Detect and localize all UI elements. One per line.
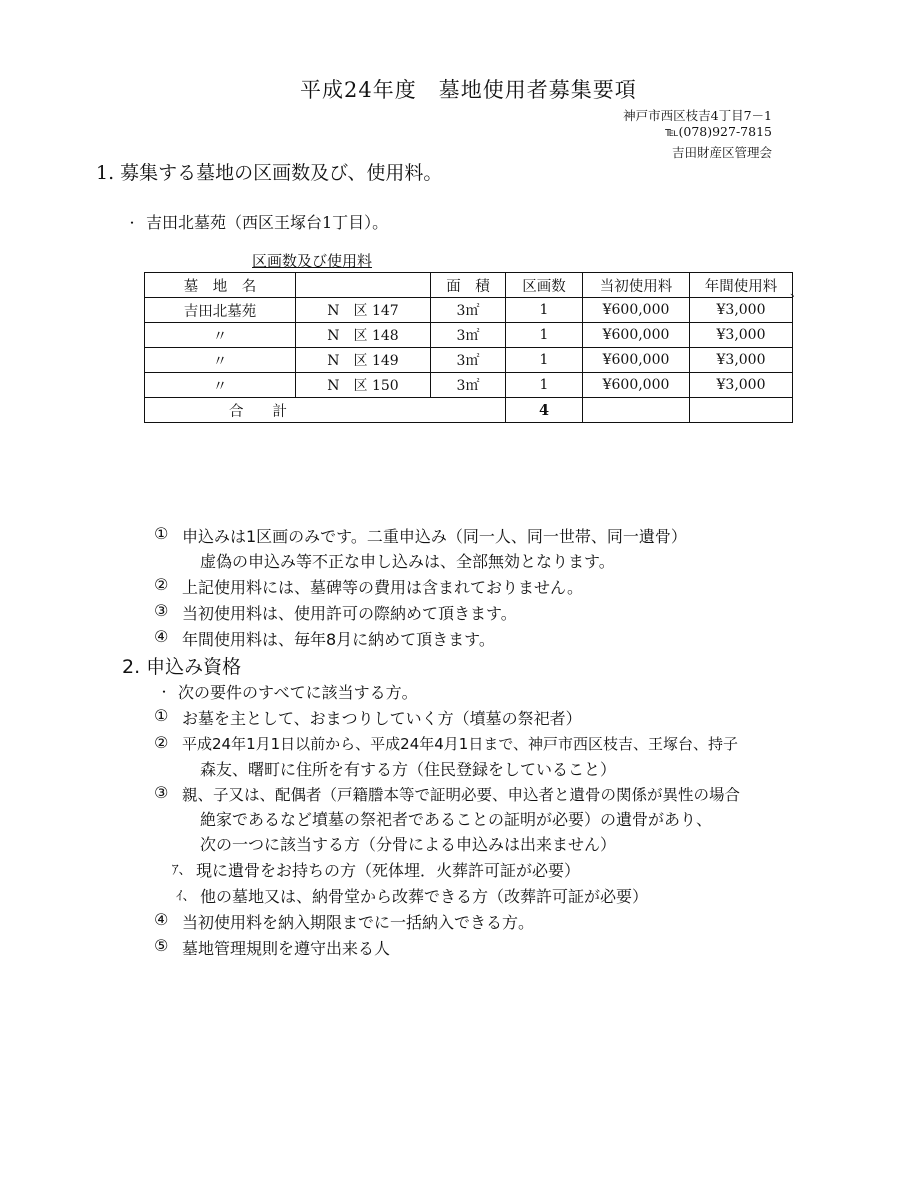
item-marker: ｱ、 [172, 863, 192, 878]
item-text: 平成24年1月1日以前から、平成24年4月1日まで、神戸市西区枝吉、王塚台、持子 [182, 735, 739, 753]
table-row [145, 373, 793, 398]
item-marker: ｲ、 [176, 889, 196, 904]
table-total-row [145, 398, 793, 423]
item-marker: ③ [154, 783, 169, 802]
cell-initial-fee: ¥600,000 [583, 323, 690, 348]
empty-cell [690, 398, 793, 423]
bullet-dot: ・ [126, 216, 139, 230]
cell-area: 3㎡ [431, 373, 506, 398]
cell-plot: N 区 147 [296, 298, 431, 323]
cell-count: 1 [506, 298, 583, 323]
cell-area: 3㎡ [431, 298, 506, 323]
item-text: 次の一つに該当する方（分骨による申込みは出来ません） [200, 835, 617, 854]
item-text: 親、子又は、配偶者（戸籍謄本等で証明必要、申込者と遺骨の関係が異性の場合 [182, 786, 741, 804]
total-label: 合 計 [145, 398, 506, 423]
table-row [145, 323, 793, 348]
section2-bullet: 次の要件のすべてに該当する方。 [178, 683, 418, 702]
cell-count: 1 [506, 323, 583, 348]
total-value: 4 [506, 398, 583, 423]
note-marker: ④ [154, 627, 169, 646]
header-cell: 区画数 [506, 273, 583, 298]
item-text: 現に遺骨をお持ちの方（死体埋．火葬許可証が必要） [196, 861, 581, 880]
cell-area: 3㎡ [431, 348, 506, 373]
cell-area: 3㎡ [431, 323, 506, 348]
item-text: 森友、曙町に住所を有する方（住民登録をしていること） [200, 760, 617, 779]
item-text: 墓地管理規則を遵守出来る人 [182, 939, 391, 958]
table-row [145, 298, 793, 323]
cell-cemetery: 〃 [145, 373, 296, 398]
section2-heading: 2. 申込み資格 [122, 656, 242, 678]
cell-cemetery: 〃 [145, 348, 296, 373]
cell-initial-fee: ¥600,000 [583, 373, 690, 398]
cell-plot: N 区 150 [296, 373, 431, 398]
trailing-mark: 、 [790, 285, 804, 300]
table-row [145, 348, 793, 373]
note-text: 年間使用料は、毎年8月に納めて頂きます。 [182, 630, 495, 649]
cell-annual-fee: ¥3,000 [690, 298, 793, 323]
item-text: 絶家であるなど墳墓の祭祀者であることの証明が必要）の遺骨があり、 [200, 810, 713, 829]
note-text: 上記使用料には、墓碑等の費用は含まれておりません。 [182, 578, 583, 597]
header-cell: 年間使用料 [690, 273, 793, 298]
empty-cell [583, 398, 690, 423]
section1-bullet: 吉田北墓苑（西区王塚台1丁目）。 [146, 213, 389, 232]
cell-plot: N 区 148 [296, 323, 431, 348]
cell-count: 1 [506, 348, 583, 373]
item-text: 他の墓地又は、納骨堂から改葬できる方（改葬許可証が必要） [200, 887, 649, 906]
header-cell: 墓 地 名 [145, 273, 296, 298]
page-title: 平成24年度 墓地使用者募集要項 [300, 78, 637, 102]
phone-number: ℡(078)927-7815 [665, 124, 772, 139]
organization-name: 吉田財産区管理会 [671, 145, 772, 160]
address: 神戸市西区枝吉4丁目7－1 [623, 108, 772, 123]
note-text: 当初使用料は、使用許可の際納めて頂きます。 [182, 604, 517, 623]
cell-annual-fee: ¥3,000 [690, 323, 793, 348]
item-marker: ④ [154, 910, 169, 929]
bullet-dot: ・ [158, 685, 171, 699]
item-marker: ⑤ [154, 936, 169, 955]
cell-annual-fee: ¥3,000 [690, 373, 793, 398]
fee-table [144, 272, 793, 423]
header-cell: 当初使用料 [583, 273, 690, 298]
cell-count: 1 [506, 373, 583, 398]
table-header-row [145, 273, 793, 298]
note-marker: ① [154, 524, 169, 543]
cell-cemetery: 〃 [145, 323, 296, 348]
cell-plot: N 区 149 [296, 348, 431, 373]
section1-heading: 1. 募集する墓地の区画数及び、使用料。 [96, 162, 443, 184]
item-marker: ① [154, 706, 169, 725]
item-marker: ② [154, 733, 169, 752]
note-text: 申込みは1区画のみです。二重申込み（同一人、同一世帯、同一遺骨） [182, 527, 687, 546]
note-marker: ③ [154, 601, 169, 620]
table-caption: 区画数及び使用料 [252, 252, 373, 270]
cell-annual-fee: ¥3,000 [690, 348, 793, 373]
item-text: お墓を主として、おまつりしていく方（墳墓の祭祀者） [182, 709, 582, 728]
header-cell: 面 積 [431, 273, 506, 298]
header-cell [296, 273, 431, 298]
cell-initial-fee: ¥600,000 [583, 298, 690, 323]
item-text: 当初使用料を納入期限までに一括納入できる方。 [182, 913, 535, 932]
cell-cemetery: 吉田北墓苑 [145, 298, 296, 323]
note-marker: ② [154, 575, 169, 594]
note-text: 虚偽の申込み等不正な申し込みは、全部無効となります。 [200, 552, 615, 571]
cell-initial-fee: ¥600,000 [583, 348, 690, 373]
